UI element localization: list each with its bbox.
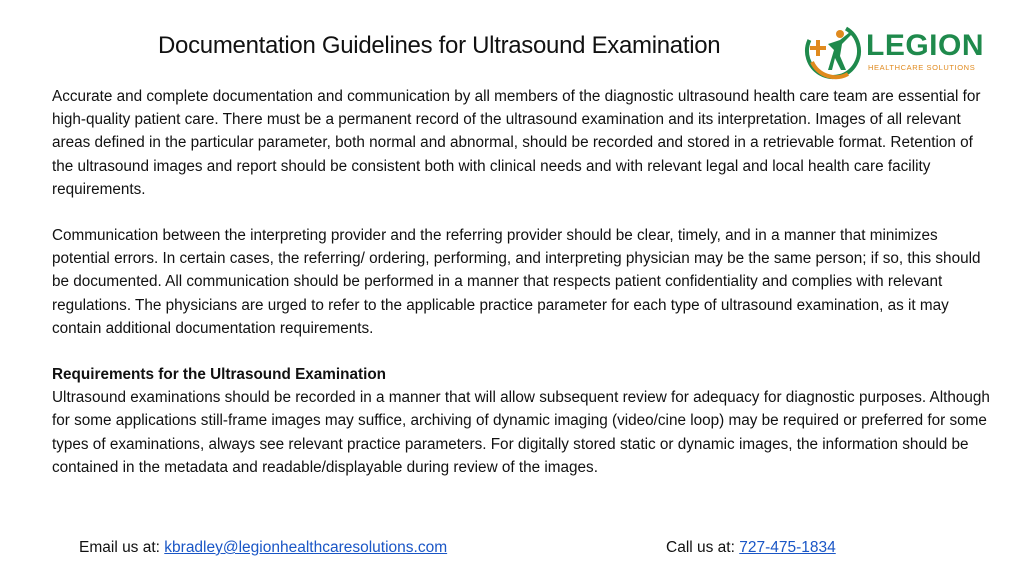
phone-link[interactable]: 727-475-1834 (739, 539, 836, 556)
footer-email (79, 539, 447, 557)
spacer (52, 201, 992, 224)
email-label: Email us at: (79, 539, 165, 556)
logo-wordmark: LEGION (866, 29, 985, 62)
page-title: Documentation Guidelines for Ultrasound Examination (158, 32, 721, 59)
paragraph-documentation: Accurate and complete documentation and communication by all members of the diagnostic ultrasound health care team are essential for high-quality patient care. There must be a permanent record of the ultrasound examination and its interpretation. Images of all relevant areas defined in the particular parameter, both normal and abnormal, should be recorded and stored in a retrievable format. Retention of the ultrasound images and report should be consistent both with clinical needs and with relevant legal and local health care facility requirements. (52, 88, 981, 198)
requirements-heading: Requirements for the Ultrasound Examination (52, 366, 387, 384)
main-content (52, 85, 992, 479)
email-link[interactable]: kbradley@legionhealthcaresolutions.com (164, 539, 448, 556)
footer-phone (666, 539, 836, 557)
phone-label: Call us at: (666, 539, 740, 556)
spacer (52, 340, 992, 363)
legion-logo (804, 22, 984, 80)
paragraph-requirements: Ultrasound examinations should be recorded in a manner that will allow subsequent review for adequacy for diagnostic purposes. Although for some applications still-frame images may suffice, archiving of dynamic imaging (video/cine loop) may be required or preferred for some types of examinations, always see relevant practice parameters. For digitally stored static or dynamic images, the information should be contained in the metadata and readable/displayable during review of the images. (52, 389, 990, 476)
paragraph-communication: Communication between the interpreting provider and the referring provider should be clear, timely, and in a manner that minimizes potential errors. In certain cases, the referring/ ordering, performing, and interpreting physician may be the same person; if so, this should be documented. All communication should be performed in a manner that respects patient confidentiality and complies with relevant regulations. The physicians are urged to refer to the applicable practice parameter for each type of ultrasound examination, as it may contain additional documentation requirements. (52, 227, 981, 337)
logo-tagline: HEALTHCARE SOLUTIONS (868, 63, 976, 72)
legion-logo-icon (804, 22, 862, 80)
